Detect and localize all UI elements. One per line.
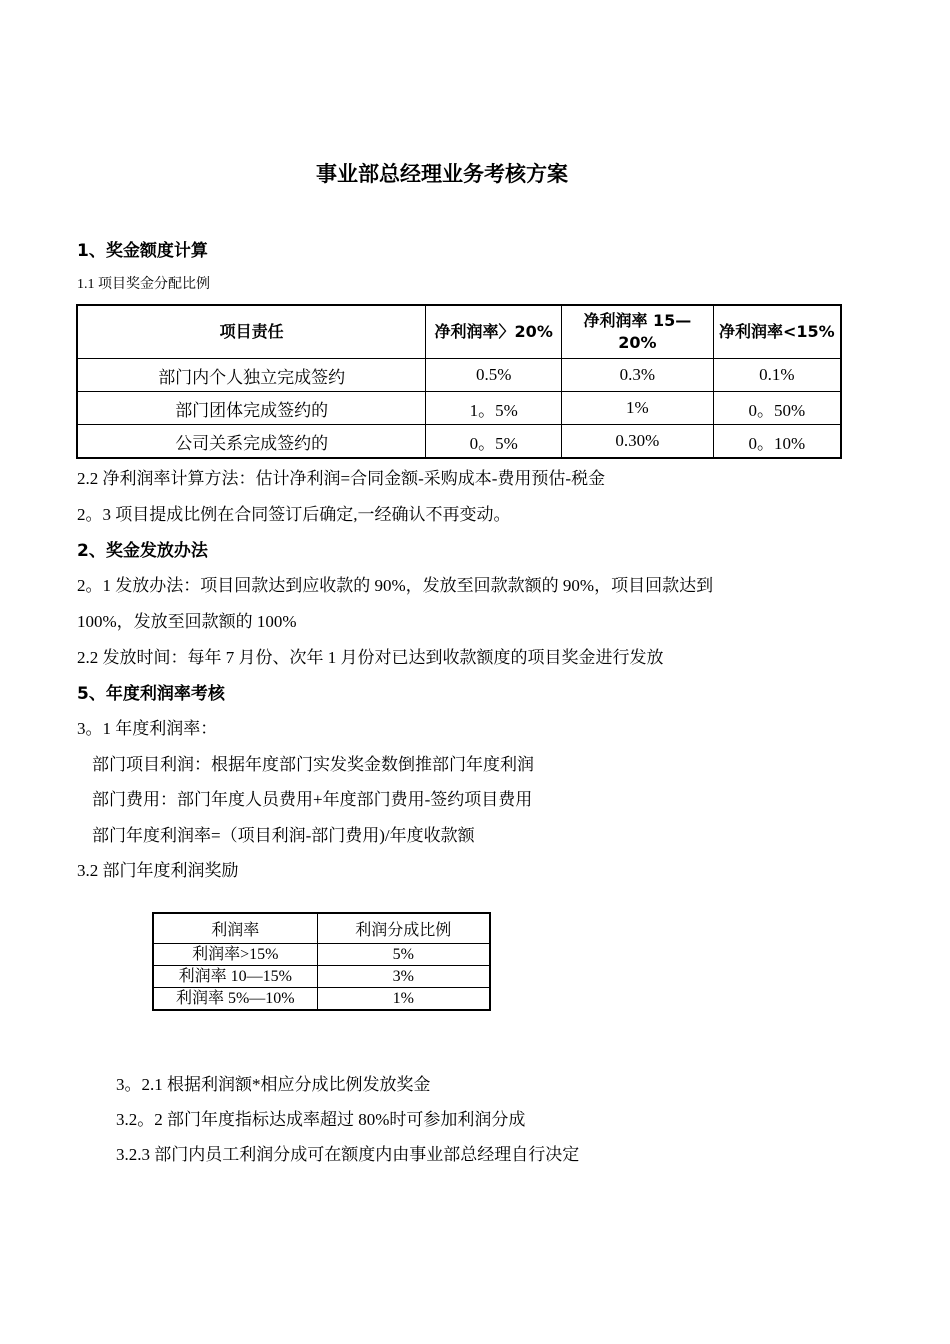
paragraph-3-1: 3。1 年度利润率： [77, 719, 218, 738]
table-header-cell: 净利润率〉20% [426, 305, 562, 359]
section-heading-2: 2、奖金发放办法 [77, 541, 208, 561]
subheading-1-1: 1.1 项目奖金分配比例 [77, 277, 210, 292]
paragraph-3-2: 3.2 部门年度利润奖励 [77, 861, 239, 880]
table-row [77, 392, 841, 425]
line-project-profit: 部门项目利润：根据年度部门实发奖金数倒推部门年度利润 [92, 755, 534, 774]
paragraph-2-2-time: 2.2 发放时间：每年 7 月份、次年 1 月份对已达到收款额度的项目奖金进行发放 [77, 648, 664, 667]
line-profit-rate-formula: 部门年度利润率=（项目利润-部门费用)/年度收款额 [92, 826, 475, 845]
section-heading-1: 1、奖金额度计算 [77, 241, 208, 261]
table-header-row [77, 305, 841, 359]
section-heading-3: 5、年度利润率考核 [77, 684, 225, 704]
table-header-cell: 项目责任 [77, 305, 426, 359]
table-cell: 部门团体完成签约的 [77, 392, 426, 425]
table-cell: 1% [317, 988, 490, 1011]
paragraph-3-2-3: 3.2.3 部门内员工利润分成可在额度内由事业部总经理自行决定 [116, 1145, 580, 1164]
table-cell: 0。10% [713, 425, 841, 459]
paragraph-3-2-1: 3。2.1 根据利润额*相应分成比例发放奖金 [116, 1075, 431, 1094]
line-department-cost: 部门费用：部门年度人员费用+年度部门费用-签约项目费用 [92, 790, 533, 809]
table-cell: 0.5% [426, 359, 562, 392]
table-cell: 0。5% [426, 425, 562, 459]
paragraph-2-2: 2.2 净利润率计算方法：估计净利润=合同金额-采购成本-费用预估-税金 [77, 469, 606, 488]
table-cell: 利润率>15% [153, 944, 317, 966]
table-cell: 1% [562, 392, 714, 425]
table-row [153, 966, 490, 988]
table-cell: 利润率 10—15% [153, 966, 317, 988]
table-header-row [153, 913, 490, 944]
table-row [153, 944, 490, 966]
table-row [153, 988, 490, 1011]
table-cell: 5% [317, 944, 490, 966]
page-title: 事业部总经理业务考核方案 [316, 162, 568, 186]
paragraph-3-2-2: 3.2。2 部门年度指标达成率超过 80%时可参加利润分成 [116, 1110, 526, 1129]
table-cell: 0.3% [562, 359, 714, 392]
table-row [77, 359, 841, 392]
table-cell: 利润率 5%—10% [153, 988, 317, 1011]
paragraph-2-1-line1: 2。1 发放办法：项目回款达到应收款的 90%，发放至回款款额的 90%，项目回款达到 [77, 576, 714, 595]
table-header-cell: 利润分成比例 [317, 913, 490, 944]
table-header-cell [562, 305, 714, 359]
table-cell: 0.30% [562, 425, 714, 459]
table-cell: 部门内个人独立完成签约 [77, 359, 426, 392]
table-cell: 0。50% [713, 392, 841, 425]
table-cell: 3% [317, 966, 490, 988]
paragraph-2-3: 2。3 项目提成比例在合同签订后确定,一经确认不再变动。 [77, 505, 511, 524]
bonus-ratio-table [76, 304, 842, 459]
table-header-cell: 利润率 [153, 913, 317, 944]
table-cell: 公司关系完成签约的 [77, 425, 426, 459]
table-header-text: 净利润率 15—20% [583, 311, 692, 352]
table-row [77, 425, 841, 459]
table-cell: 1。5% [426, 392, 562, 425]
table-cell: 0.1% [713, 359, 841, 392]
paragraph-2-1-line2: 100%，发放至回款额的 100% [77, 612, 297, 631]
table-header-cell: 净利润率<15% [713, 305, 841, 359]
profit-reward-table [152, 912, 491, 1011]
